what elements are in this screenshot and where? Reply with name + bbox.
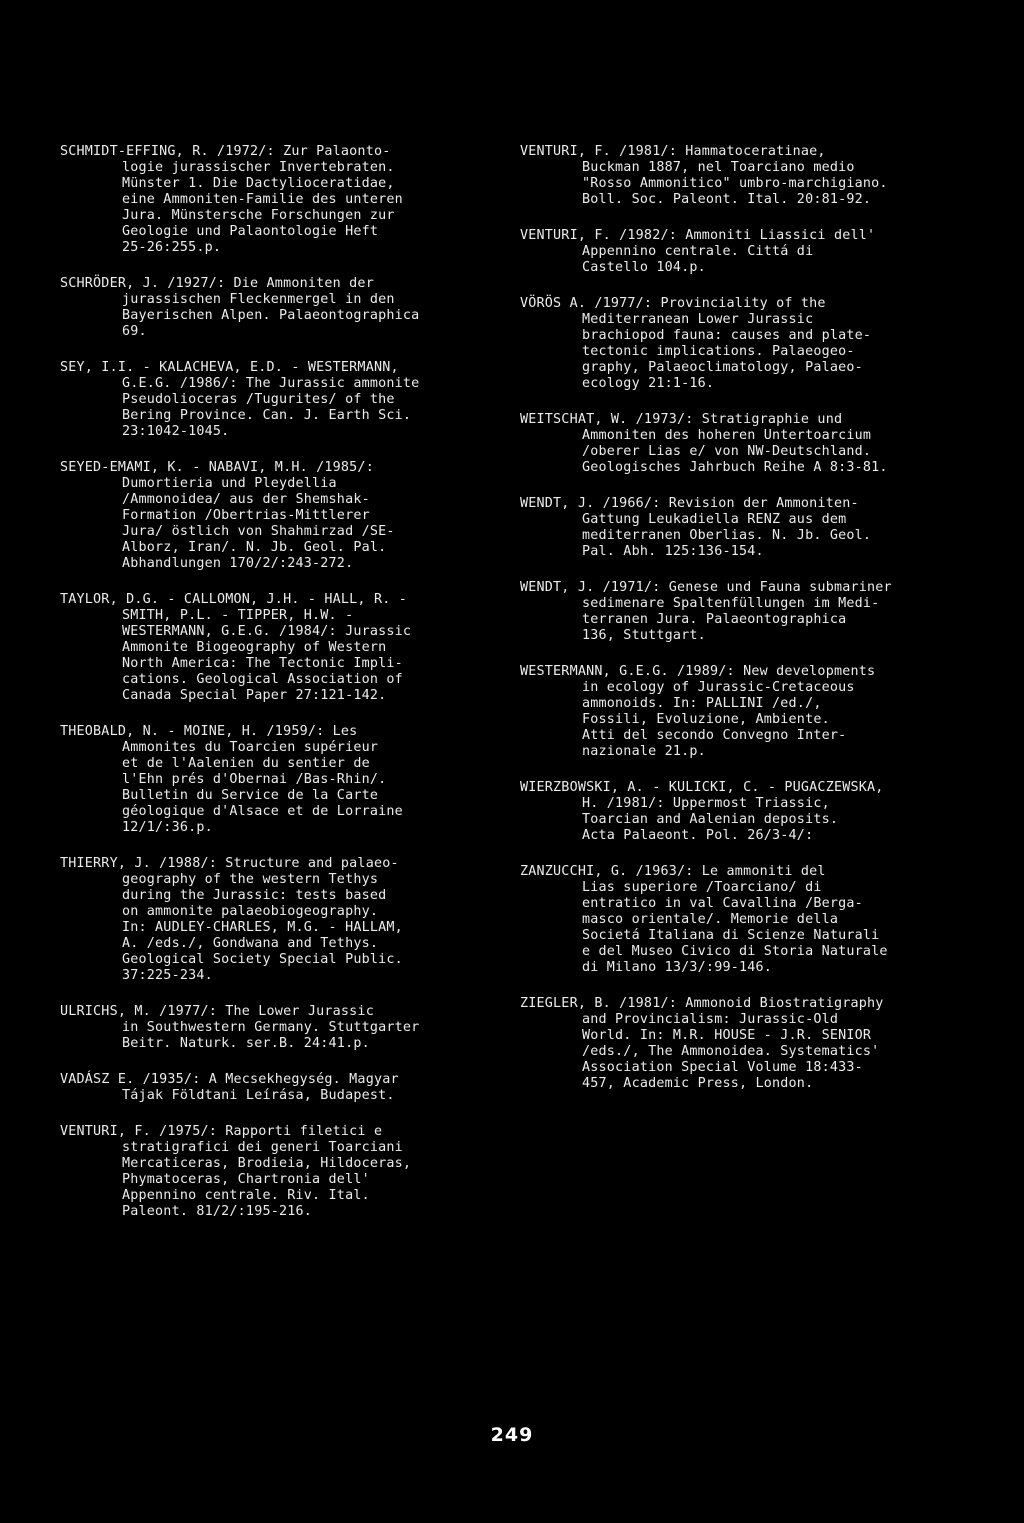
reference-line: "Rosso Ammonitico" umbro-marchigiano. [582,176,888,191]
reference-first-line: SEYED-EMAMI, K. - NABAVI, M.H. /1985/: [60,460,374,475]
reference-entry [60,724,500,836]
reference-line: ammonoids. In: PALLINI /ed./, [582,696,822,711]
reference-entry [60,144,500,256]
reference-line: Fossili, Evoluzione, Ambiente. [582,712,830,727]
reference-line: 69. [122,324,147,339]
reference-entry [520,296,980,392]
reference-line: Alborz, Iran/. N. Jb. Geol. Pal. [122,540,387,555]
reference-entry [520,228,980,276]
reference-line: Ammoniten des hoheren Untertoarcium [582,428,872,443]
reference-line: in ecology of Jurassic-Cretaceous [582,680,855,695]
reference-line: and Provincialism: Jurassic-Old [582,1012,839,1027]
reference-line: G.E.G. /1986/: The Jurassic ammonite [122,376,420,391]
reference-line: brachiopod fauna: causes and plate- [582,328,872,343]
reference-entry [60,1004,500,1052]
reference-line: Pseudolioceras /Tugurites/ of the [122,392,395,407]
reference-entry [520,580,980,644]
reference-line: geography of the western Tethys [122,872,379,887]
reference-line: logie jurassischer Invertebraten. [122,160,395,175]
reference-entry [520,496,980,560]
reference-first-line: VENTURI, F. /1975/: Rapporti filetici e [60,1124,383,1139]
reference-entry [520,144,980,208]
reference-line: mediterranen Oberlias. N. Jb. Geol. [582,528,872,543]
reference-line: Gattung Leukadiella RENZ aus dem [582,512,847,527]
reference-line: Societá Italiana di Scienze Naturali [582,928,880,943]
reference-line: on ammonite palaeobiogeography. [122,904,379,919]
reference-line: Appennino centrale. Cittá di [582,244,814,259]
reference-first-line: THEOBALD, N. - MOINE, H. /1959/: Les [60,724,358,739]
reference-entry [520,996,980,1092]
reference-entry [60,360,500,440]
reference-line: Buckman 1887, nel Toarciano medio [582,160,855,175]
reference-line: eine Ammoniten-Familie des unteren [122,192,403,207]
reference-line: Boll. Soc. Paleont. Ital. 20:81-92. [582,192,872,207]
reference-line: /oberer Lias e/ von NW-Deutschland. [582,444,872,459]
reference-line: l'Ehn prés d'Obernai /Bas-Rhin/. [122,772,387,787]
reference-line: Geologisches Jahrbuch Reihe A 8:3-81. [582,460,888,475]
reference-line: Atti del secondo Convegno Inter- [582,728,847,743]
reference-line: nazionale 21.p. [582,744,706,759]
reference-line: World. In: M.R. HOUSE - J.R. SENIOR [582,1028,872,1043]
reference-entry [520,664,980,760]
reference-first-line: SEY, I.I. - KALACHEVA, E.D. - WESTERMANN, [60,360,399,375]
reference-entry [60,460,500,572]
reference-line: e del Museo Civico di Storia Naturale [582,944,888,959]
reference-entry [60,1124,500,1220]
reference-line: Appennino centrale. Riv. Ital. [122,1188,370,1203]
reference-line: jurassischen Fleckenmergel in den [122,292,395,307]
reference-line: sedimenare Spaltenfüllungen im Medi- [582,596,880,611]
reference-entry [520,412,980,476]
reference-first-line: ZIEGLER, B. /1981/: Ammonoid Biostratigraphy [520,996,884,1011]
reference-first-line: VENTURI, F. /1981/: Hammatoceratinae, [520,144,826,159]
reference-line: /Ammonoidea/ aus der Shemshak- [122,492,370,507]
right-column [520,144,980,1112]
reference-line: Mercaticeras, Brodieia, Hildoceras, [122,1156,412,1171]
reference-line: stratigrafici dei generi Toarciani [122,1140,403,1155]
reference-line: Beitr. Naturk. ser.B. 24:41.p. [122,1036,370,1051]
reference-first-line: WENDT, J. /1971/: Genese und Fauna submariner [520,580,892,595]
reference-first-line: SCHRÖDER, J. /1927/: Die Ammoniten der [60,276,374,291]
reference-entry [60,592,500,704]
reference-line: In: AUDLEY-CHARLES, M.G. - HALLAM, [122,920,403,935]
reference-line: 457, Academic Press, London. [582,1076,814,1091]
reference-entry [520,780,980,844]
reference-first-line: THIERRY, J. /1988/: Structure and palaeo- [60,856,399,871]
reference-first-line: WENDT, J. /1966/: Revision der Ammoniten- [520,496,859,511]
reference-line: Paleont. 81/2/:195-216. [122,1204,313,1219]
reference-first-line: WIERZBOWSKI, A. - KULICKI, C. - PUGACZEWSKA, [520,780,884,795]
reference-first-line: TAYLOR, D.G. - CALLOMON, J.H. - HALL, R. - [60,592,407,607]
reference-line: cations. Geological Association of [122,672,403,687]
reference-line: Acta Palaeont. Pol. 26/3-4/: [582,828,814,843]
reference-line: di Milano 13/3/:99-146. [582,960,773,975]
left-column [60,144,500,1240]
reference-first-line: VÖRÖS A. /1977/: Provinciality of the [520,296,826,311]
reference-line: Castello 104.p. [582,260,706,275]
reference-first-line: VENTURI, F. /1982/: Ammoniti Liassici dell' [520,228,876,243]
reference-line: SMITH, P.L. - TIPPER, H.W. - [122,608,354,623]
reference-line: ecology 21:1-16. [582,376,715,391]
reference-line: in Southwestern Germany. Stuttgarter [122,1020,420,1035]
reference-line: Jura. Münstersche Forschungen zur [122,208,395,223]
reference-line: et de l'Aalenien du sentier de [122,756,370,771]
reference-line: WESTERMANN, G.E.G. /1984/: Jurassic [122,624,412,639]
reference-line: Geologie und Palaontologie Heft [122,224,379,239]
reference-line: Tájak Földtani Leírása, Budapest. [122,1088,395,1103]
reference-line: Phymatoceras, Chartronia dell' [122,1172,370,1187]
reference-line: Mediterranean Lower Jurassic [582,312,814,327]
reference-line: tectonic implications. Palaeogeo- [582,344,855,359]
reference-line: Ammonites du Toarcien supérieur [122,740,379,755]
reference-line: 25-26:255.p. [122,240,222,255]
reference-line: 136, Stuttgart. [582,628,706,643]
reference-line: Association Special Volume 18:433- [582,1060,863,1075]
reference-line: Jura/ östlich von Shahmirzad /SE- [122,524,395,539]
reference-line: géologique d'Alsace et de Lorraine [122,804,403,819]
reference-line: Pal. Abh. 125:136-154. [582,544,764,559]
reference-first-line: ULRICHS, M. /1977/: The Lower Jurassic [60,1004,374,1019]
reference-line: A. /eds./, Gondwana and Tethys. [122,936,379,951]
reference-line: Dumortieria und Pleydellia [122,476,337,491]
reference-line: terranen Jura. Palaeontographica [582,612,847,627]
reference-line: North America: The Tectonic Impli- [122,656,403,671]
reference-entry [60,1072,500,1104]
reference-entry [520,864,980,976]
page-number: 249 [490,1424,534,1446]
reference-line: H. /1981/: Uppermost Triassic, [582,796,830,811]
reference-line: Abhandlungen 170/2/:243-272. [122,556,354,571]
reference-line: masco orientale/. Memorie della [582,912,839,927]
reference-line: Bayerischen Alpen. Palaeontographica [122,308,420,323]
reference-line: Ammonite Biogeography of Western [122,640,387,655]
reference-line: during the Jurassic: tests based [122,888,387,903]
reference-line: Toarcian and Aalenian deposits. [582,812,839,827]
reference-first-line: VADÁSZ E. /1935/: A Mecsekhegység. Magyar [60,1072,399,1087]
reference-first-line: WEITSCHAT, W. /1973/: Stratigraphie und [520,412,843,427]
reference-line: Lias superiore /Toarciano/ di [582,880,822,895]
reference-line: Canada Special Paper 27:121-142. [122,688,387,703]
reference-first-line: ZANZUCCHI, G. /1963/: Le ammoniti del [520,864,826,879]
reference-line: Formation /Obertrias-Mittlerer [122,508,370,523]
reference-line: 37:225-234. [122,968,213,983]
reference-line: graphy, Palaeoclimatology, Palaeo- [582,360,863,375]
reference-first-line: SCHMIDT-EFFING, R. /1972/: Zur Palaonto- [60,144,391,159]
reference-entry [60,856,500,984]
reference-line: Geological Society Special Public. [122,952,403,967]
reference-line: Bulletin du Service de la Carte [122,788,379,803]
reference-line: 12/1/:36.p. [122,820,213,835]
reference-line: /eds./, The Ammonoidea. Systematics' [582,1044,880,1059]
reference-line: Bering Province. Can. J. Earth Sci. [122,408,412,423]
reference-line: Münster 1. Die Dactylioceratidae, [122,176,395,191]
reference-entry [60,276,500,340]
reference-line: 23:1042-1045. [122,424,230,439]
reference-line: entratico in val Cavallina /Berga- [582,896,863,911]
reference-first-line: WESTERMANN, G.E.G. /1989/: New developments [520,664,876,679]
